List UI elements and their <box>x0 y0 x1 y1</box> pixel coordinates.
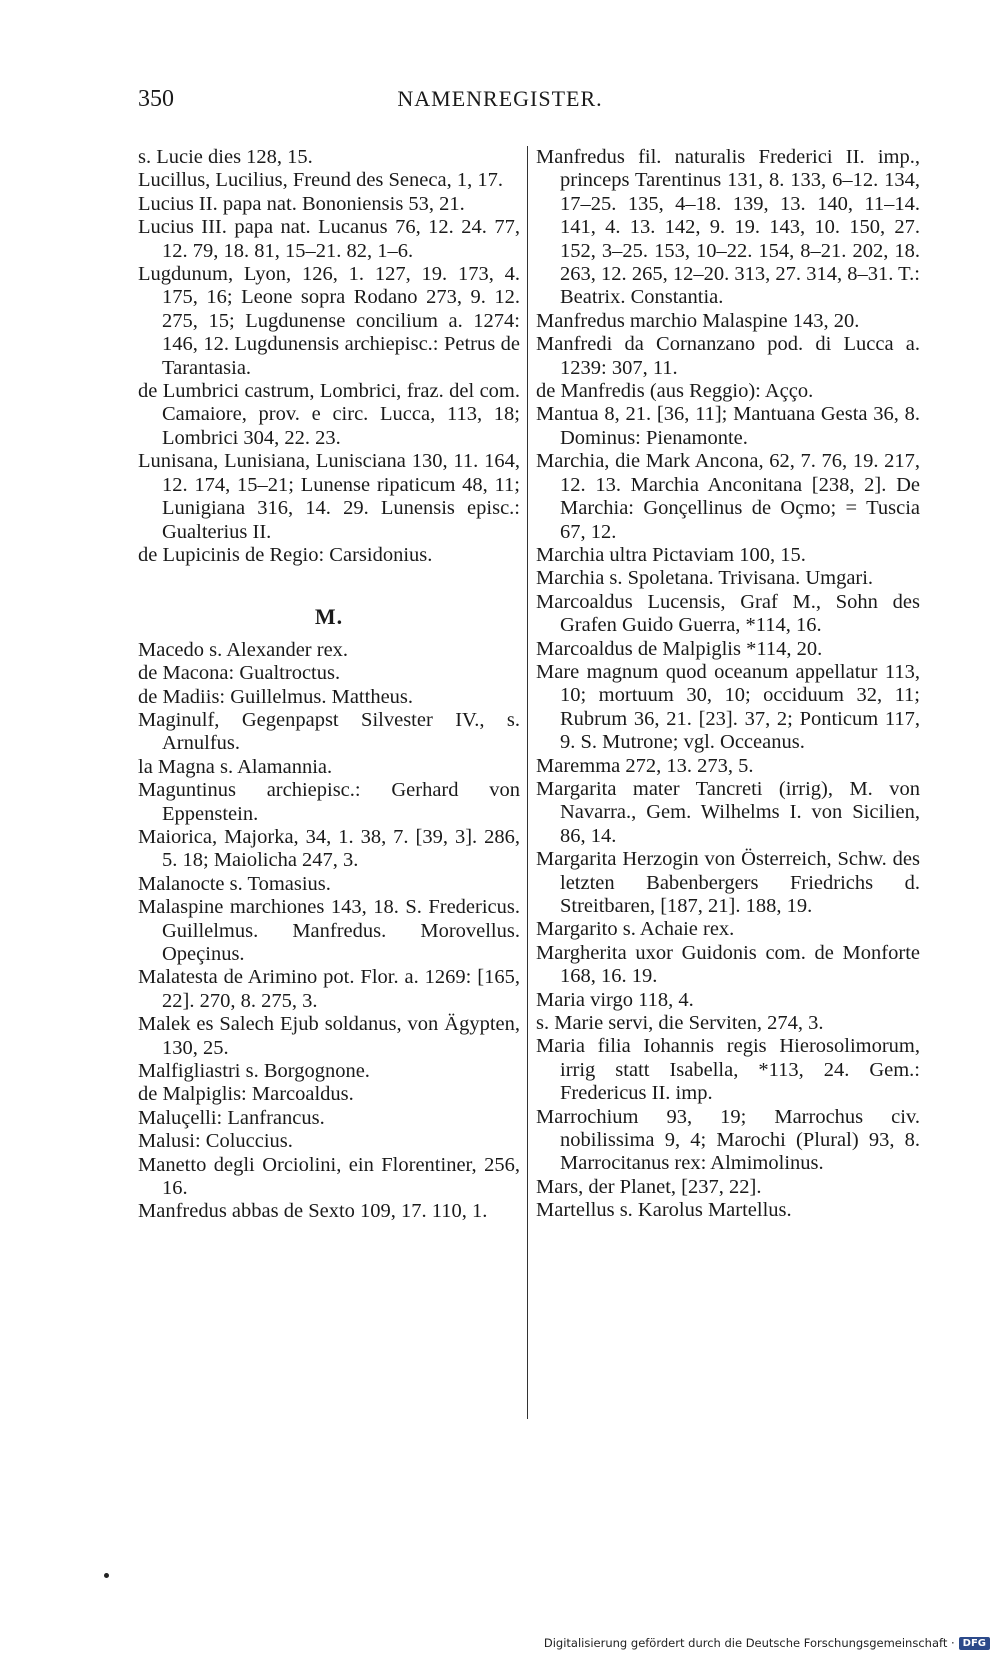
index-entry: Margarita mater Tancreti (irrig), M. von Navarra., Gem. Wilhelms I. von Sicilien, 86, 14. <box>536 777 920 847</box>
index-entry: de Manfredis (aus Reggio): Açço. <box>536 380 814 403</box>
index-entry: Lucius II. papa nat. Bononiensis 53, 21. <box>138 192 465 215</box>
index-entry: Maremma 272, 13. 273, 5. <box>536 754 754 777</box>
index-entry: Mantua 8, 21. [36, 11]; Mantuana Gesta 36, 8. Dominus: Pienamonte. <box>536 403 920 449</box>
index-entry: Martellus s. Karolus Martellus. <box>536 1199 792 1222</box>
index-entry: Marchia s. Spoletana. Trivisana. Umgari. <box>536 567 874 590</box>
index-entry: Mare magnum quod oceanum appellatur 113, 10; mortuum 30, 10; occiduum 32, 11; Rubrum 36, 21. [23]. 37, 2; Ponticum 117, 9. S. Mutrone; vgl. Occeanus. <box>536 660 920 754</box>
column-divider <box>527 146 528 1419</box>
right-column <box>536 146 920 1223</box>
index-entry: Manfredus marchio Malaspine 143, 20. <box>536 309 860 332</box>
index-entry: Malfigliastri s. Borgognone. <box>138 1060 370 1083</box>
index-entry: s. Marie servi, die Serviten, 274, 3. <box>536 1012 824 1035</box>
index-entry: Malaspine marchiones 143, 18. S. Fredericus. Guillelmus. Manfredus. Morovellus. Opeçinus. <box>138 896 520 965</box>
index-entry: Maria filia Iohannis regis Hierosolimorum, irrig statt Isabella, *113, 24. Gem.: Fredericus II. imp. <box>536 1035 920 1105</box>
left-column-top <box>138 146 520 567</box>
index-entry: Marrochium 93, 19; Marrochus civ. nobilissima 9, 4; Marochi (Plural) 93, 8. Marrocitanus rex: Almimolinus. <box>536 1105 920 1175</box>
index-entry: Lucillus, Lucilius, Freund des Seneca, 1, 17. <box>138 169 503 192</box>
index-entry: Lugdunum, Lyon, 126, 1. 127, 19. 173, 4. 175, 16; Leone sopra Rodano 273, 9. 12. 275, 15; Lugdunense concilium a. 1274: 146, 12. Lugdunensis archiepisc.: Petrus de Tarantasia. <box>138 263 520 379</box>
index-entry: Lucius III. papa nat. Lucanus 76, 12. 24. 77, 12. 79, 18. 81, 15–21. 82, 1–6. <box>138 216 520 262</box>
footer <box>544 1636 990 1650</box>
index-entry: Mars, der Planet, [237, 22]. <box>536 1175 762 1198</box>
index-entry: Margarita Herzogin von Österreich, Schw. des letzten Babenbergers Friedrichs d. Streitbaren, [187, 21]. 188, 19. <box>536 848 920 917</box>
index-entry: Lunisana, Lunisiana, Lunisciana 130, 11. 164, 12. 174, 15–21; Lunense ripaticum 48, 11; Lunigiana 316, 14. 29. Lunensis episc.: Gualterius II. <box>138 450 520 543</box>
index-entry: Maginulf, Gegenpapst Silvester IV., s. Arnulfus. <box>138 708 520 755</box>
footer-text: Digitalisierung gefördert durch die Deutsche Forschungsgemeinschaft · <box>543 1636 955 1650</box>
index-entry: Marchia ultra Pictaviam 100, 15. <box>536 543 806 566</box>
index-entry: de Malpiglis: Marcoaldus. <box>138 1083 354 1106</box>
index-entry: Maluçelli: Lanfrancus. <box>138 1106 325 1129</box>
index-entry: Marcoaldus de Malpiglis *114, 20. <box>536 637 823 660</box>
page-number: 350 <box>138 86 174 112</box>
index-entry: de Macona: Gualtroctus. <box>138 662 341 685</box>
index-entry: Maiorica, Majorka, 34, 1. 38, 7. [39, 3]. 286, 5. 18; Maiolicha 247, 3. <box>138 825 520 872</box>
section-letter: M. <box>314 604 344 630</box>
running-head: NAMENREGISTER. <box>397 86 603 111</box>
index-entry: Malek es Salech Ejub soldanus, von Ägypten, 130, 25. <box>138 1013 520 1059</box>
index-entry: Macedo s. Alexander rex. <box>138 638 349 661</box>
index-entry: Manetto degli Orciolini, ein Florentiner, 256, 16. <box>138 1153 520 1200</box>
index-entry: Marchia, die Mark Ancona, 62, 7. 76, 19. 217, 12. 13. Marchia Anconitana [238, 2]. De Marchia: Gonçellinus de Oçmo; = Tuscia 67, 12. <box>536 450 920 543</box>
index-entry: de Madiis: Guillelmus. Mattheus. <box>138 685 414 708</box>
left-column-bottom <box>138 639 520 1224</box>
index-entry: Marcoaldus Lucensis, Graf M., Sohn des Grafen Guido Guerra, *114, 16. <box>536 590 920 637</box>
index-entry: la Magna s. Alamannia. <box>138 755 333 778</box>
index-entry: Manfredi da Cornanzano pod. di Lucca a. 1239: 307, 11. <box>536 333 920 379</box>
index-entry: Malatesta de Arimino pot. Flor. a. 1269: [165, 22]. 270, 8. 275, 3. <box>138 966 520 1012</box>
index-entry: de Lumbrici castrum, Lombrici, fraz. del com. Camaiore, prov. e circ. Lucca, 113, 18; Lombrici 304, 22. 23. <box>138 380 520 449</box>
dfg-logo: DFG <box>959 1637 990 1650</box>
index-entry: Maria virgo 118, 4. <box>536 988 694 1011</box>
index-entry: de Lupicinis de Regio: Carsidonius. <box>138 543 433 566</box>
index-entry: Maguntinus archiepisc.: Gerhard von Eppenstein. <box>138 779 520 825</box>
left-column <box>138 146 520 1224</box>
index-entry: s. Lucie dies 128, 15. <box>138 146 313 168</box>
index-entry: Malanocte s. Tomasius. <box>138 872 331 895</box>
index-entry: Manfredus abbas de Sexto 109, 17. 110, 1. <box>138 1200 488 1223</box>
index-entry: Margherita uxor Guidonis com. de Monforte 168, 16. 19. <box>536 941 920 988</box>
index-entry: Malusi: Coluccius. <box>138 1130 293 1153</box>
stray-dot <box>104 1573 109 1578</box>
index-entry: Manfredus fil. naturalis Frederici II. imp., princeps Tarentinus 131, 8. 133, 6–12. 134, 17–25. 135, 4–18. 139, 13. 140, 11–14. 141, 4. 13. 142, 9. 19. 143, 10. 150, 27. 152, 3–25. 153, 10–22. 154, 8–21. 202, 18. 263, 12. 265, 12–20. 313, 27. 314, 8–31. T.: Beatrix. Constantia. <box>536 146 920 309</box>
index-entry: Margarito s. Achaie rex. <box>536 918 735 941</box>
